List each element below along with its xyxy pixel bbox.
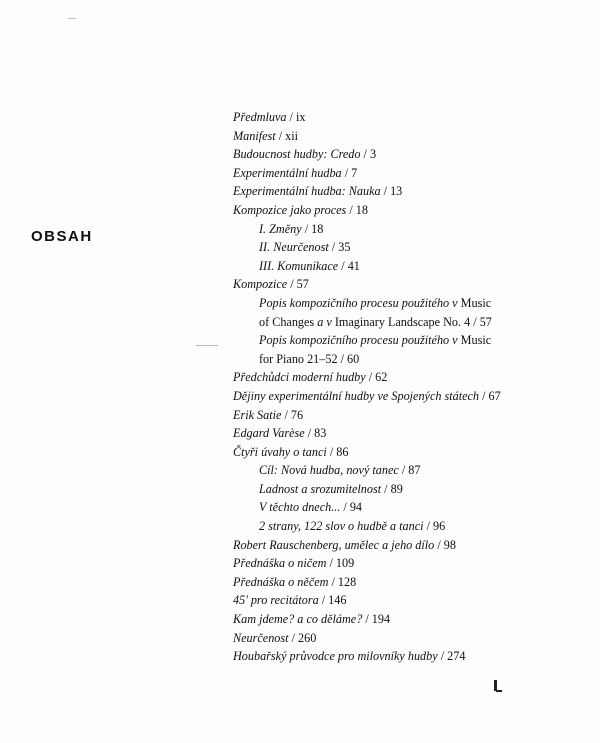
toc-entry-separator: /	[341, 165, 352, 180]
toc-entry-separator: /	[470, 314, 480, 329]
toc-entry-title: Experimentální hudba	[233, 165, 342, 180]
toc-entry-separator: /	[318, 593, 329, 608]
toc-subentry	[233, 350, 593, 369]
toc-entry-page: 83	[314, 426, 327, 441]
toc-entry-separator: /	[328, 574, 338, 589]
toc-entry-page: 87	[408, 463, 421, 478]
toc-entry-title: Neurčenost	[233, 630, 289, 645]
toc-entry-separator: /	[423, 519, 434, 534]
toc-entry-separator: /	[288, 630, 298, 645]
toc-entry-title: V těchto dnech...	[259, 500, 341, 515]
toc-entry-title: a v	[317, 314, 332, 329]
toc-entry-separator: /	[286, 110, 296, 124]
toc-entry	[233, 182, 593, 201]
toc-entry-separator: /	[479, 388, 489, 403]
toc-entry-page: 13	[390, 184, 403, 199]
toc-entry-title: Přednáška o něčem	[233, 574, 329, 589]
toc-entry-page: 146	[328, 593, 347, 608]
table-of-contents	[233, 108, 593, 666]
toc-entry-separator: /	[365, 370, 376, 385]
scan-speck	[68, 18, 76, 19]
toc-entry-separator: /	[326, 556, 336, 571]
toc-entry	[233, 275, 593, 294]
toc-entry-separator: /	[326, 444, 337, 459]
toc-entry	[233, 573, 593, 592]
toc-entry-page: 274	[447, 649, 466, 664]
toc-entry	[233, 424, 593, 443]
scan-speck	[196, 345, 218, 346]
toc-subentry	[233, 461, 593, 480]
toc-entry-title: Manifest	[233, 128, 276, 143]
toc-entry-title-upright: Music	[457, 295, 492, 310]
toc-entry-page: 86	[336, 444, 349, 459]
toc-entry-separator: /	[275, 128, 286, 143]
toc-entry	[233, 647, 593, 666]
toc-entry-page: 18	[311, 221, 324, 236]
toc-entry-title: Přednáška o ničem	[233, 556, 327, 571]
toc-entry	[233, 406, 593, 425]
toc-entry-title: Předmluva	[233, 110, 287, 124]
toc-entry-title: II. Neurčenost	[259, 240, 329, 255]
toc-entry-separator: /	[346, 202, 356, 217]
toc-entry-separator: /	[398, 463, 409, 478]
toc-entry-page: 62	[375, 370, 388, 385]
toc-entry-page: 18	[355, 202, 368, 217]
toc-entry-title: Edgard Varèse	[233, 426, 305, 441]
toc-entry	[233, 387, 593, 406]
toc-entry-title: Robert Rauschenberg, umělec a jeho dílo	[233, 537, 435, 552]
toc-entry	[233, 610, 593, 629]
toc-subentry	[233, 257, 593, 276]
toc-entry-title: 45' pro recitátora	[233, 593, 319, 608]
toc-entry-title: Experimentální hudba: Nauka	[233, 184, 381, 199]
toc-entry-page: 7	[351, 165, 358, 180]
toc-entry-page: 3	[369, 147, 377, 162]
toc-entry-page: 109	[335, 556, 355, 571]
toc-entry-page: 57	[479, 314, 492, 329]
toc-entry-title: Cíl: Nová hudba, nový tanec	[259, 463, 399, 478]
toc-entry-title: Kompozice jako proces	[233, 202, 347, 217]
toc-subentry	[233, 517, 593, 536]
toc-entry-title: Popis kompozičního procesu použitého v	[259, 333, 458, 348]
toc-entry-page: 57	[296, 277, 309, 292]
toc-entry	[233, 108, 593, 127]
toc-entry-title-upright: Imaginary Landscape No. 4	[331, 314, 471, 329]
toc-entry	[233, 591, 593, 610]
toc-entry-title: Kam jdeme? a co děláme?	[233, 612, 363, 627]
toc-entry-page: 41	[347, 258, 360, 273]
toc-entry-separator: /	[360, 147, 370, 162]
toc-entry-page: 67	[488, 388, 501, 403]
contents-heading: OBSAH	[31, 228, 93, 245]
toc-entry-page: 76	[290, 407, 304, 422]
toc-entry-page: 96	[433, 519, 446, 534]
toc-entry-separator: /	[338, 258, 348, 273]
toc-entry	[233, 554, 593, 573]
toc-entry-title: Předchůdci moderní hudby	[233, 370, 366, 385]
toc-entry-separator: /	[328, 240, 339, 255]
toc-entry-separator: /	[380, 184, 391, 199]
toc-entry-page: 94	[349, 500, 363, 515]
toc-entry-separator: /	[287, 277, 297, 292]
toc-subentry	[233, 480, 593, 499]
toc-entry-title: Popis kompozičního procesu použitého v	[259, 295, 458, 310]
toc-entry-page: ix	[295, 110, 306, 124]
toc-entry-separator: /	[301, 221, 312, 236]
toc-subentry	[233, 294, 593, 313]
toc-entry-title-upright: for Piano 21–52	[259, 351, 338, 366]
toc-entry-title-upright: of Changes	[259, 314, 318, 329]
toc-entry-separator: /	[340, 500, 350, 515]
toc-entry-page: 35	[338, 240, 351, 255]
toc-subentry	[233, 238, 593, 257]
toc-entry-title: Ladnost a srozumitelnost	[259, 481, 382, 496]
toc-entry-separator: /	[281, 407, 291, 422]
toc-subentry	[233, 220, 593, 239]
toc-entry	[233, 201, 593, 220]
toc-entry	[233, 164, 593, 183]
toc-entry-title: Kompozice	[233, 277, 288, 292]
page-mark	[496, 690, 502, 692]
toc-entry-page: 128	[337, 574, 357, 589]
toc-entry-title: I. Změny	[259, 221, 302, 236]
toc-entry-title: III. Komunikace	[259, 258, 339, 273]
toc-entry	[233, 145, 593, 164]
toc-entry-page: 260	[298, 630, 317, 645]
toc-entry-page: 60	[347, 351, 360, 366]
toc-entry-title: Houbařský průvodce pro milovníky hudby	[233, 649, 438, 664]
toc-entry	[233, 443, 593, 462]
toc-entry-separator: /	[362, 612, 372, 627]
toc-entry-separator: /	[437, 649, 448, 664]
toc-entry	[233, 536, 593, 555]
toc-entry-separator: /	[304, 426, 315, 441]
toc-entry	[233, 127, 593, 146]
toc-subentry	[233, 313, 593, 332]
toc-entry-page: 194	[371, 612, 391, 627]
toc-entry-title: Dějiny experimentální hudby ve Spojených státech	[233, 388, 480, 403]
toc-subentry	[233, 498, 593, 517]
toc-entry-separator: /	[337, 351, 348, 366]
toc-entry-separator: /	[381, 481, 391, 496]
toc-entry-title: Čtyři úvahy o tanci	[233, 444, 327, 459]
toc-entry-title: 2 strany, 122 slov o hudbě a tanci	[259, 519, 424, 534]
toc-entry-title: Erik Satie	[233, 407, 282, 422]
toc-entry-separator: /	[434, 537, 444, 552]
toc-entry-page: 89	[390, 481, 403, 496]
toc-entry-title: Budoucnost hudby: Credo	[233, 147, 361, 162]
toc-entry-title-upright: Music	[457, 333, 492, 348]
toc-entry	[233, 368, 593, 387]
toc-entry	[233, 629, 593, 648]
toc-subentry	[233, 331, 593, 350]
toc-entry-page: 98	[443, 537, 456, 552]
toc-entry-page: xii	[285, 128, 299, 143]
